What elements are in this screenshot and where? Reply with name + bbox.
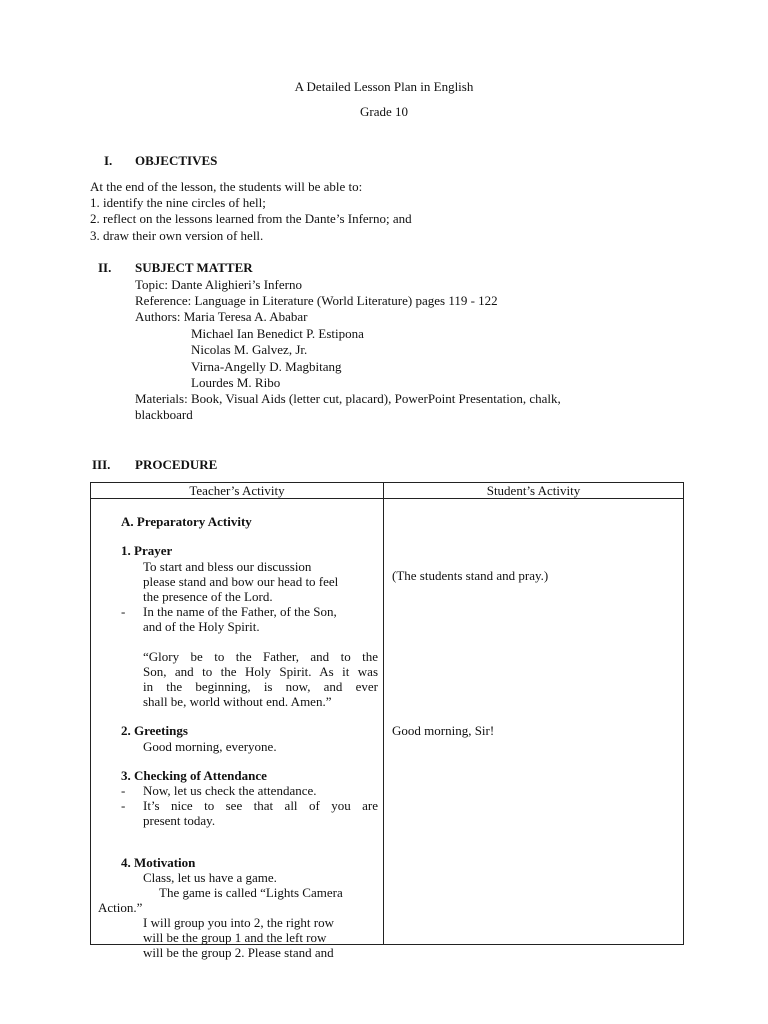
motivation-text: will be the group 2. Please stand and: [143, 945, 334, 960]
subject-matter-heading: SUBJECT MATTER: [135, 260, 253, 275]
procedure-table: [90, 482, 684, 960]
attendance-text: It’s nice to see that all of you are: [143, 798, 378, 813]
student-response-prayer: (The students stand and pray.): [392, 568, 549, 583]
student-activity-cell: [384, 499, 684, 945]
greetings-heading: 2. Greetings: [121, 723, 188, 738]
motivation-text: The game is called “Lights Camera: [159, 885, 343, 900]
dash-bullet: -: [121, 604, 126, 619]
motivation-heading: 4. Motivation: [121, 855, 196, 870]
author-name: Virna-Angelly D. Magbitang: [191, 359, 342, 374]
prayer-heading: 1. Prayer: [121, 543, 173, 558]
glory-be-text: Son, and to the Holy Spirit. As it was: [143, 664, 378, 679]
subject-matter-number: II.: [98, 260, 112, 275]
objective-item: 1. identify the nine circles of hell;: [90, 195, 266, 210]
procedure-heading: PROCEDURE: [135, 457, 218, 472]
authors-line: Authors: Maria Teresa A. Ababar: [135, 309, 308, 324]
reference-line: Reference: Language in Literature (World Literature) pages 119 - 122: [135, 293, 498, 308]
prayer-text: To start and bless our discussion: [143, 559, 312, 574]
prayer-text: the presence of the Lord.: [143, 589, 273, 604]
author-name: Nicolas M. Galvez, Jr.: [191, 342, 308, 357]
student-activity-header: Student’s Activity: [384, 483, 684, 499]
preparatory-activity-heading: A. Preparatory Activity: [121, 514, 252, 529]
dash-bullet: -: [121, 783, 126, 798]
attendance-text: present today.: [143, 813, 216, 828]
objective-item: 3. draw their own version of hell.: [90, 228, 264, 243]
glory-be-text: in the beginning, is now, and ever: [143, 679, 378, 694]
motivation-text: Action.”: [98, 900, 143, 915]
document-title: A Detailed Lesson Plan in English: [294, 79, 474, 94]
author-name: Lourdes M. Ribo: [191, 375, 281, 390]
materials-line-continued: blackboard: [135, 407, 193, 422]
dash-bullet: -: [121, 798, 126, 813]
attendance-heading: 3. Checking of Attendance: [121, 768, 267, 783]
teacher-activity-header: Teacher’s Activity: [91, 483, 384, 499]
materials-line: Materials: Book, Visual Aids (letter cut, placard), PowerPoint Presentation, chalk,: [135, 391, 561, 406]
objectives-heading: OBJECTIVES: [135, 153, 218, 168]
teacher-activity-cell: [91, 499, 384, 960]
motivation-text: I will group you into 2, the right row: [143, 915, 335, 930]
motivation-text: Class, let us have a game.: [143, 870, 277, 885]
glory-be-text: “Glory be to the Father, and to the: [143, 649, 378, 664]
objectives-intro: At the end of the lesson, the students will be able to:: [90, 179, 363, 194]
greetings-text: Good morning, everyone.: [143, 739, 277, 754]
student-response-greetings: Good morning, Sir!: [392, 723, 495, 738]
prayer-text: and of the Holy Spirit.: [143, 619, 260, 634]
attendance-text: Now, let us check the attendance.: [143, 783, 317, 798]
prayer-text: please stand and bow our head to feel: [143, 574, 339, 589]
author-name: Michael Ian Benedict P. Estipona: [191, 326, 364, 341]
grade-label: Grade 10: [359, 104, 408, 119]
objectives-number: I.: [104, 153, 113, 168]
objective-item: 2. reflect on the lessons learned from the Dante’s Inferno; and: [90, 211, 412, 226]
glory-be-text: shall be, world without end. Amen.”: [143, 694, 332, 709]
topic-line: Topic: Dante Alighieri’s Inferno: [135, 277, 302, 292]
prayer-text: In the name of the Father, of the Son,: [143, 604, 337, 619]
procedure-number: III.: [92, 457, 111, 472]
motivation-text: will be the group 1 and the left row: [143, 930, 327, 945]
